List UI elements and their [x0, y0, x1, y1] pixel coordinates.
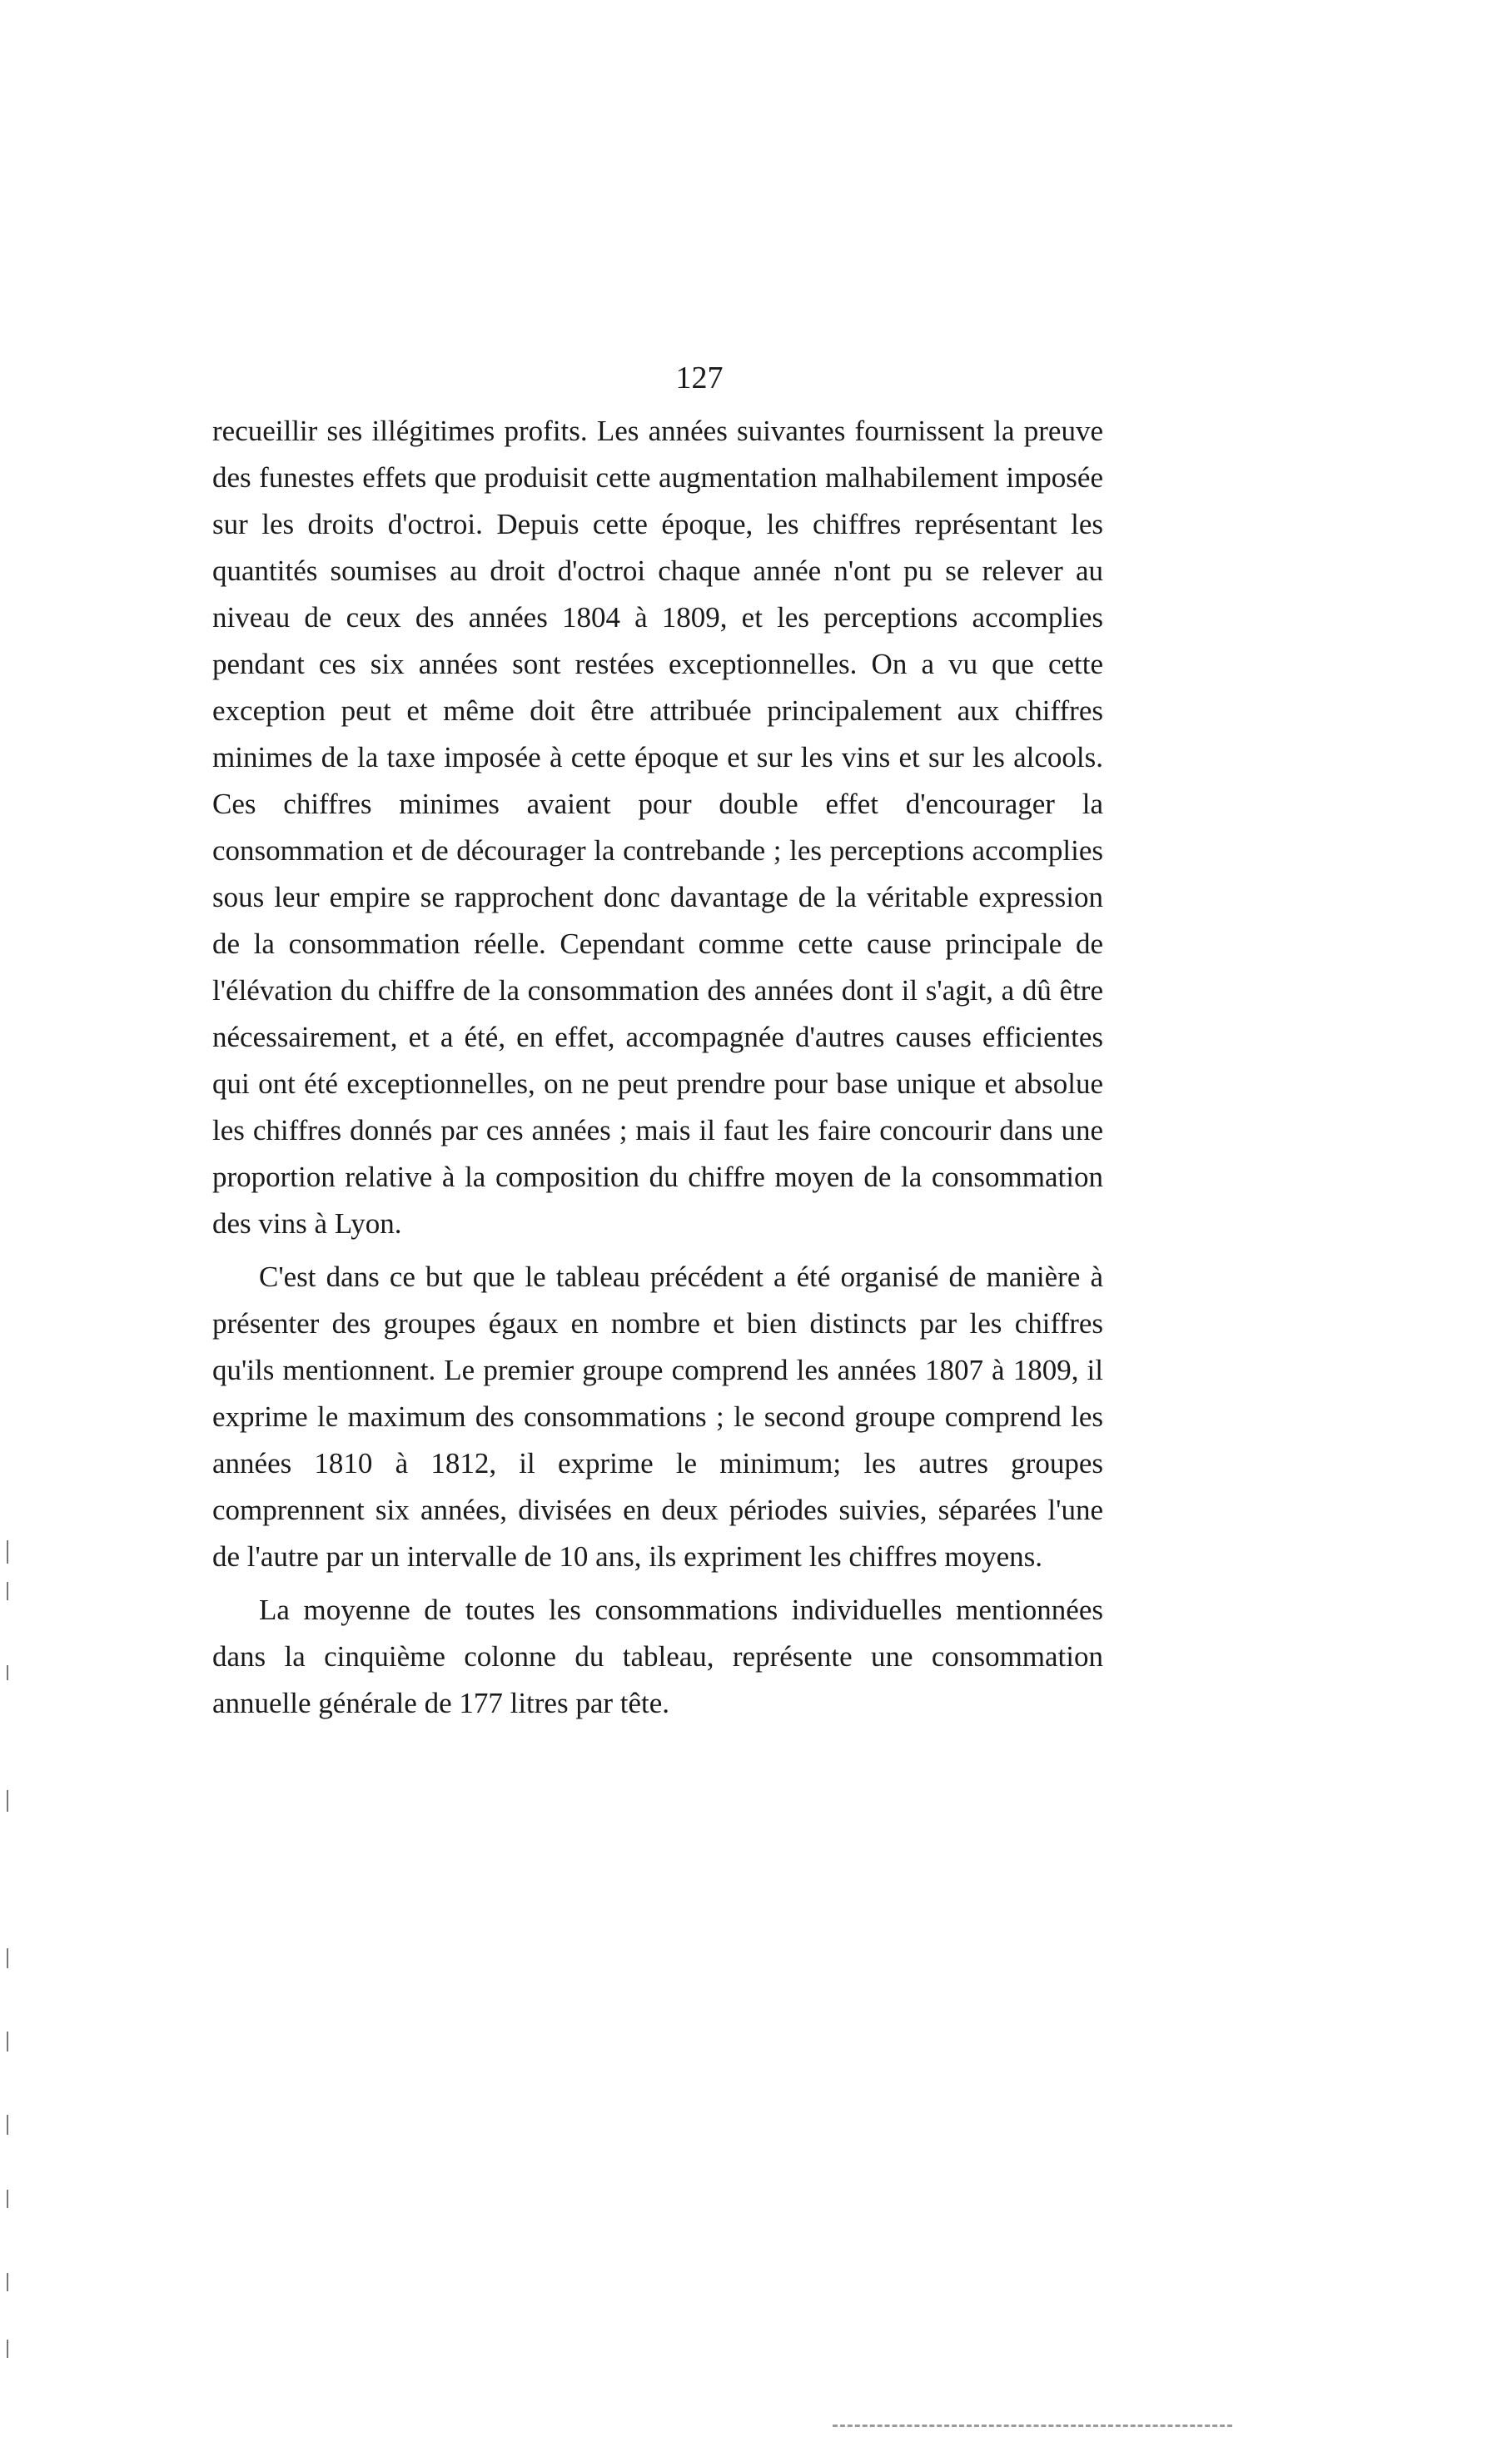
- body-text: [212, 408, 1103, 1733]
- scan-mark: [7, 2115, 8, 2135]
- scan-mark: [7, 2190, 8, 2208]
- scan-mark: [7, 1540, 8, 1564]
- paragraph-1: recueillir ses illégitimes profits. Les années suivantes fournissent la preuve des funestes effets que produisit cette augmentation malhabilement imposée sur les droits d'octroi. Depuis cette époque, les chiffres représentant les quantités soumises au droit d'octroi chaque année n'ont pu se relever au niveau de ceux des années 1804 à 1809, et les perceptions accomplies pendant ces six années sont restées exceptionnelles. On a vu que cette exception peut et même doit être attribuée principalement aux chiffres minimes de la taxe imposée à cette époque et sur les vins et sur les alcools. Ces chiffres minimes avaient pour double effet d'encourager la consommation et de décourager la contrebande ; les perceptions accomplies sous leur empire se rapprochent donc davantage de la véritable expression de la consommation réelle. Cependant comme cette cause principale de l'élévation du chiffre de la consommation des années dont il s'agit, a dû être nécessairement, et a été, en effet, accompagnée d'autres causes efficientes qui ont été exceptionnelles, on ne peut prendre pour base unique et absolue les chiffres donnés par ces années ; mais il faut les faire concourir dans une proportion relative à la composition du chiffre moyen de la consommation des vins à Lyon.: [212, 415, 1103, 1240]
- scan-mark: [7, 2273, 8, 2291]
- paragraph-2: C'est dans ce but que le tableau précédent a été organisé de manière à présenter des groupes égaux en nombre et bien distincts par les chiffres qu'ils mentionnent. Le premier groupe comprend les années 1807 à 1809, il exprime le maximum des consommations ; le second groupe comprend les années 1810 à 1812, il exprime le minimum; les autres groupes comprennent six années, divisées en deux périodes suivies, séparées l'une de l'autre par un intervalle de 10 ans, ils expriment les chiffres moyens.: [212, 1261, 1103, 1573]
- scan-bottom-rule: [833, 2425, 1232, 2430]
- page-number: 127: [675, 361, 724, 395]
- scan-mark: [7, 1790, 8, 1812]
- scan-mark: [7, 2340, 8, 2358]
- scan-mark: [7, 1665, 8, 1680]
- scan-mark: [7, 1948, 8, 1968]
- scan-mark: [7, 1582, 8, 1600]
- scan-margin-marks: [7, 1540, 12, 2373]
- paragraph-3: La moyenne de toutes les consommations individuelles mentionnées dans la cinquième colonne du tableau, représente une consommation annuelle générale de 177 litres par tête.: [212, 1594, 1103, 1719]
- scan-mark: [7, 2032, 8, 2052]
